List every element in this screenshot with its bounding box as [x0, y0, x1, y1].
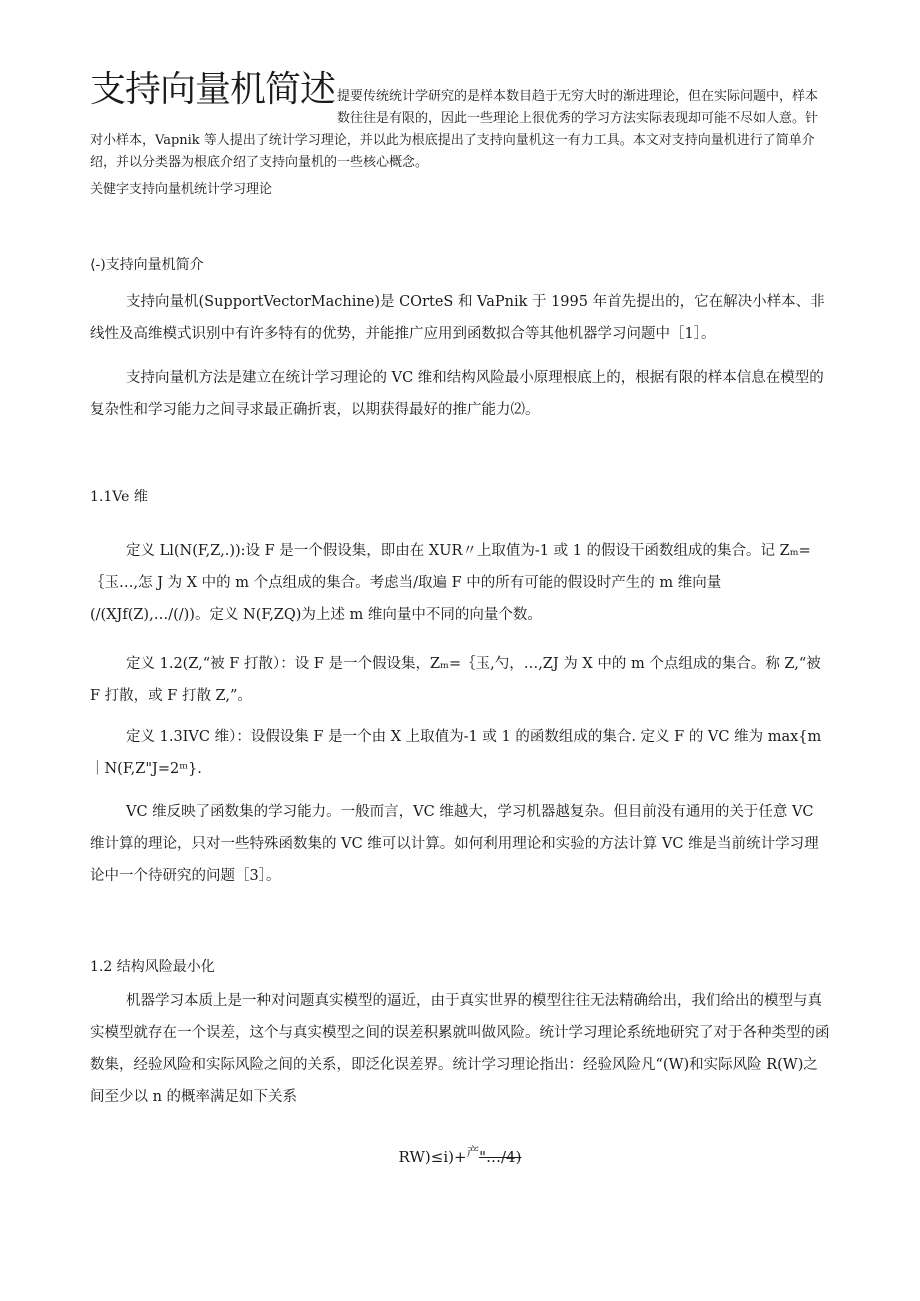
vc-paragraph: VC 维反映了函数集的学习能力。一般而言，VC 维越大，学习机器越复杂。但目前没有通用的关于任意 VC 维计算的理论，只对一些特殊函数集的 VC 维可以计算。如何利用理论和实验的方法计算 VC 维是当前统计学习理论中一个待研究的问题［3］。 [90, 804, 819, 884]
definition-1-3: 定义 1.3IVC 维）：设假设集 F 是一个由 X 上取值为-1 或 1 的函数组成的集合. 定义 F 的 VC 维为 max{m｜N(F,Z"J=2ᵐ}. [90, 729, 822, 777]
definition-1-1: 定义 Ll(N(F,Z,.)):设 F 是一个假设集，即由在 XUR〃上取值为-1 或 1 的假设干函数组成的集合。记 Zₘ=｛玉…,怎 J 为 X 中的 m 个点组成的集合。考虑当/取遍 F 中的所有可能的假设时产生的 m 维向量(/(XJf(Z),…/(/))。定义 N(F,ZQ)为上述 m 维向量中不同的向量个数。 [90, 543, 811, 623]
abstract-text: 提要传统统计学研究的是样本数目趋于无穷大时的渐进理论，但在实际问题中，样本数往往是有限的，因此一些理论上很优秀的学习方法实际表现却可能不尽如人意。针对小样本，Vapnik 等人提出了统计学习理论，并以此为根底提出了支持向量机这一有力工具。本文对支持向量机进行了简单介绍，并以分类器为根底介绍了支持向量机的一些核心概念。 [90, 89, 819, 170]
title-abstract-block [90, 70, 825, 174]
formula-struck-part: "…/4) [479, 1148, 522, 1166]
formula-main: RW)≤i)+ [398, 1148, 467, 1166]
document-title: 支持向量机简述 [90, 69, 336, 110]
keywords-line: 关健字支持向量机统计学习理论 [90, 182, 273, 197]
section-heading-srm: 1.2 结构风险最小化 [90, 959, 215, 975]
section-heading-vc: 1.1Ve 维 [90, 489, 148, 505]
intro-paragraph-1: 支持向量机(SupportVectorMachine)是 COrteS 和 VaPnik 于 1995 年首先提出的，它在解决小样本、非线性及高维模式识别中有许多特有的优势，并能推广应用到函数拟合等其他机器学习问题中［1］。 [90, 294, 825, 342]
srm-paragraph: 机器学习本质上是一种对问题真实模型的逼近，由于真实世界的模型往往无法精确给出，我们给出的模型与真实模型就存在一个误差，这个与真实模型之间的误差积累就叫做风险。统计学习理论系统地研究了对于各种类型的函数集，经验风险和实际风险之间的关系，即泛化误差界。统计学习理论指出：经验风险凡“(W)和实际风险 R(W)之间至少以 n 的概率满足如下关系 [90, 993, 830, 1105]
risk-bound-formula [0, 1142, 920, 1166]
formula-superscript: 产 [466, 1144, 480, 1159]
section-heading-intro: ⟨-)支持向量机简介 [90, 257, 204, 273]
intro-paragraph-2: 支持向量机方法是建立在统计学习理论的 VC 维和结构风险最小原理根底上的，根据有限的样本信息在模型的复杂性和学习能力之间寻求最正确折衷，以期获得最好的推广能力⑵。 [90, 370, 824, 418]
definition-1-2: 定义 1.2(Z,“被 F 打散）：设 F 是一个假设集，Zₘ=｛玉,勺，…,ZJ 为 X 中的 m 个点组成的集合。称 Z,“被 F 打散，或 F 打散 Z,”。 [90, 656, 821, 704]
